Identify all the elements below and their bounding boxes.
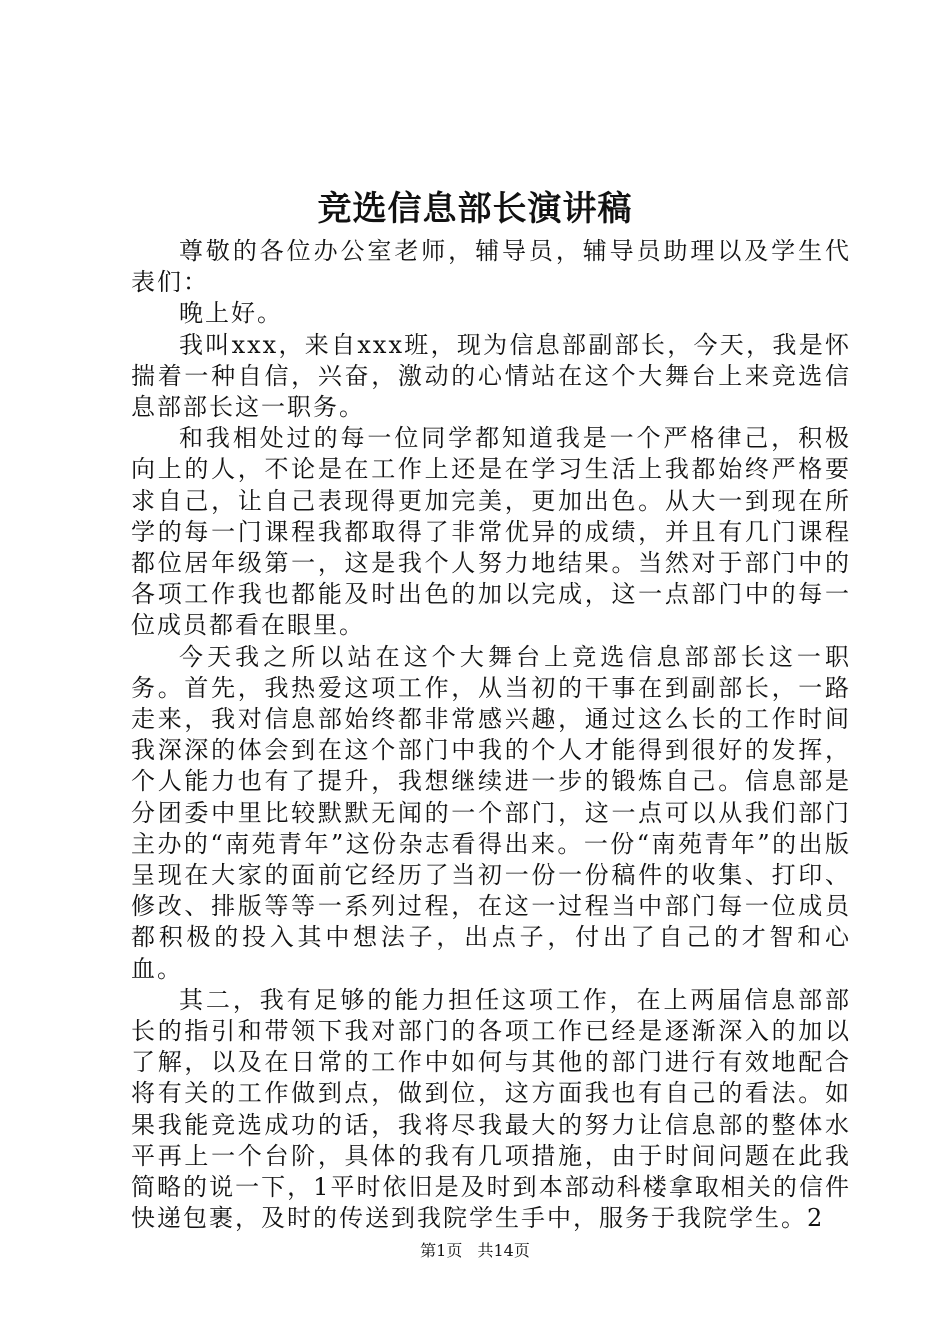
document-body	[131, 236, 851, 1235]
page-total: 共14页	[477, 1241, 530, 1260]
paragraph-greeting: 晚上好。	[179, 299, 283, 328]
paragraph-introduction: 我叫xxx，来自xxx班，现为信息部副部长，今天，我是怀揣着一种自信，兴奋，激动的心情站在这个大舞台上来竞选信息部部长这一职务。	[131, 330, 851, 422]
paragraph-first-reason: 今天我之所以站在这个大舞台上竞选信息部部长这一职务。首先，我热爱这项工作，从当初的干事在到副部长，一路走来，我对信息部始终都非常感兴趣，通过这么长的工作时间我深深的体会到在这个部门中我的个人才能得到很好的发挥，个人能力也有了提升，我想继续进一步的锻炼自己。信息部是分团委中里比较默默无闻的一个部门，这一点可以从我们部门主办的“南苑青年”这份杂志看得出来。一份“南苑青年”的出版呈现在大家的面前它经历了当初一份一份稿件的收集、打印、修改、排版等等一系列过程，在这一过程当中部门每一位成员都积极的投入其中想法子，出点子，付出了自己的才智和心血。	[131, 642, 851, 983]
document-title: 竞选信息部长演讲稿	[317, 189, 633, 229]
paragraph-self-description: 和我相处过的每一位同学都知道我是一个严格律己，积极向上的人，不论是在工作上还是在学习生活上我都始终严格要求自己，让自己表现得更加完美，更加出色。从大一到现在所学的每一门课程我都取得了非常优异的成绩，并且有几门课程都位居年级第一，这是我个人努力地结果。当然对于部门中的各项工作我也都能及时出色的加以完成，这一点部门中的每一位成员都看在眼里。	[131, 424, 851, 640]
page-number: 第1页	[420, 1241, 463, 1260]
paragraph-second-reason: 其二，我有足够的能力担任这项工作，在上两届信息部部长的指引和带领下我对部门的各项工作已经是逐渐深入的加以了解，以及在日常的工作中如何与其他的部门进行有效地配合将有关的工作做到点，做到位，这方面我也有自己的看法。如果我能竞选成功的话，我将尽我最大的努力让信息部的整体水平再上一个台阶，具体的我有几项措施，由于时间问题在此我简略的说一下，1平时依旧是及时到本部动科楼拿取相关的信件快递包裹，及时的传送到我院学生手中，服务于我院学生。2	[131, 985, 851, 1233]
paragraph-salutation: 尊敬的各位办公室老师，辅导员，辅导员助理以及学生代表们：	[131, 237, 851, 297]
page-footer	[0, 1241, 950, 1261]
